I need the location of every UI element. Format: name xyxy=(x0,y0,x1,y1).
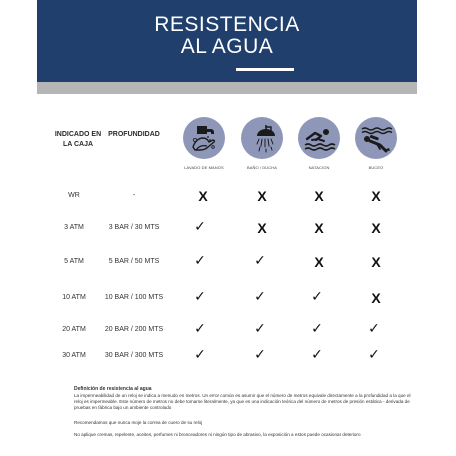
header-indicado-line-1: INDICADO EN xyxy=(54,131,102,138)
mark-cell: X xyxy=(314,220,324,236)
mark-cell: ✓ xyxy=(311,321,323,337)
mark-cell: X xyxy=(314,254,324,270)
notes-paragraph-definition: La impermeabilidad de un reloj se indica a menudo en metros. Un error común es asumir que el número de metros equivale directamente a la profundidad a la que el reloj es impermeable. Este número de metros no debe tomarse literalmente, ya que es una indicación teórica del número de metros de presión estática - derivada de pruebas en fábrica bajo un ambiente controlado xyxy=(74,393,411,410)
mark-cell: ✓ xyxy=(311,289,323,305)
banner-title xyxy=(37,14,417,58)
mark-cell: ✓ xyxy=(254,347,266,363)
notes-paragraph-care: No aplique cremas, repelente, aceites, perfumes ni bronceadores ni ningún tipo de abrasivo, la exposición a estos puede ocasionar deterioro xyxy=(74,432,361,437)
mark-cell: ✓ xyxy=(368,321,380,337)
hand-washing-icon xyxy=(183,117,225,159)
row-profundidad: 3 BAR / 30 MTS xyxy=(108,224,160,231)
row-profundidad: 5 BAR / 50 MTS xyxy=(108,258,160,265)
swimming-icon xyxy=(298,117,340,159)
row-indicado: 3 ATM xyxy=(64,224,84,231)
header-indicado-en-la-caja xyxy=(48,130,108,150)
banner-underline xyxy=(236,68,294,71)
title-banner xyxy=(37,0,417,82)
row-indicado: WR xyxy=(68,192,80,199)
mark-cell: X xyxy=(257,188,267,204)
notes-paragraph-leather-strap: Recomendamos que nunca moje la correa de cuero de su reloj xyxy=(74,420,203,425)
banner-title-line-2: AL AGUA xyxy=(180,35,274,58)
divider-bar xyxy=(37,82,417,94)
mark-cell: ✓ xyxy=(194,289,206,305)
banner-title-line-1: RESISTENCIA xyxy=(154,13,300,36)
activity-label-bano: BAÑO / DUCHA xyxy=(246,165,278,170)
notes-title: Definición de resistencia al agua xyxy=(74,386,152,392)
row-indicado: 10 ATM xyxy=(62,294,86,301)
row-profundidad: - xyxy=(132,192,136,199)
mark-cell: ✓ xyxy=(194,321,206,337)
mark-cell: X xyxy=(371,290,381,306)
mark-cell: X xyxy=(371,188,381,204)
row-indicado: 5 ATM xyxy=(64,258,84,265)
mark-cell: ✓ xyxy=(311,347,323,363)
mark-cell: ✓ xyxy=(254,253,266,269)
mark-cell: X xyxy=(314,188,324,204)
mark-cell: ✓ xyxy=(254,321,266,337)
activity-label-natacion: NATACION xyxy=(308,165,330,170)
mark-cell: ✓ xyxy=(368,347,380,363)
mark-cell: X xyxy=(371,220,381,236)
mark-cell: ✓ xyxy=(194,253,206,269)
mark-cell: ✓ xyxy=(254,289,266,305)
row-profundidad: 30 BAR / 300 MTS xyxy=(104,352,164,359)
activity-label-lavado: LAVADO DE MANOS xyxy=(184,165,224,170)
row-profundidad: 10 BAR / 100 MTS xyxy=(104,294,164,301)
mark-cell: ✓ xyxy=(194,219,206,235)
row-indicado: 30 ATM xyxy=(62,352,86,359)
shower-icon xyxy=(241,117,283,159)
row-profundidad: 20 BAR / 200 MTS xyxy=(104,326,164,333)
header-profundidad: PROFUNDIDAD xyxy=(108,131,160,138)
mark-cell: X xyxy=(257,220,267,236)
mark-cell: X xyxy=(198,188,208,204)
mark-cell: X xyxy=(371,254,381,270)
activity-label-buceo: BUCEO xyxy=(368,165,384,170)
row-indicado: 20 ATM xyxy=(62,326,86,333)
mark-cell: ✓ xyxy=(194,347,206,363)
header-indicado-line-2: LA CAJA xyxy=(62,141,94,148)
diving-icon xyxy=(355,117,397,159)
